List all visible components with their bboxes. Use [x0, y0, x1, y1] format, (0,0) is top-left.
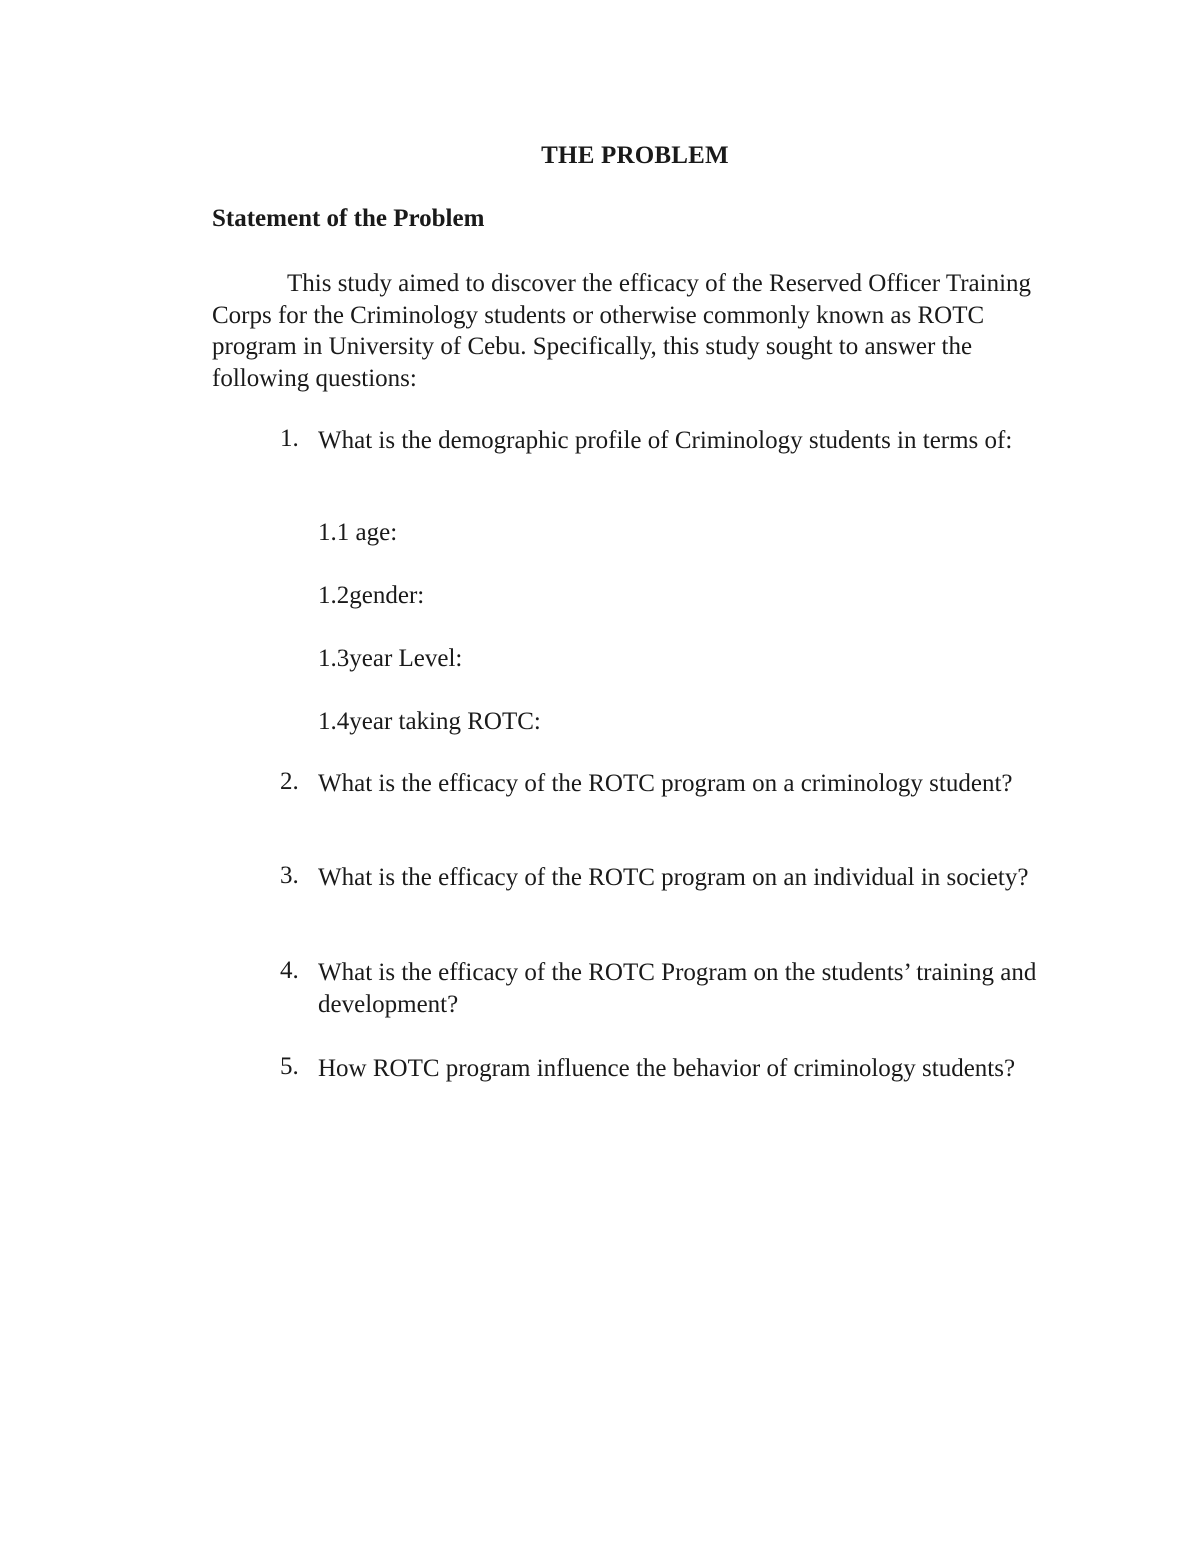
- question-number: 4.: [280, 957, 299, 984]
- sub-item-gender: 1.2gender:: [318, 582, 425, 609]
- question-text: What is the efficacy of the ROTC program on a criminology student?: [318, 770, 1013, 797]
- sub-item-age: 1.1 age:: [318, 519, 398, 546]
- sub-item-year-level: 1.3year Level:: [318, 645, 463, 672]
- section-heading: Statement of the Problem: [212, 205, 485, 232]
- document-title: THE PROBLEM: [541, 142, 729, 169]
- question-text: What is the efficacy of the ROTC Program on the students’ training and development?: [318, 959, 1037, 1018]
- question-number: 1.: [280, 425, 299, 452]
- sub-item-year-taking-rotc: 1.4year taking ROTC:: [318, 708, 541, 735]
- intro-paragraph: This study aimed to discover the efficacy of the Reserved Officer Training Corps for the Criminology students or otherwise commonly known as ROTC program in University of Cebu. Specifically, this study sought to answer the following questions:: [212, 270, 1032, 392]
- question-text: What is the efficacy of the ROTC program on an individual in society?: [318, 864, 1029, 891]
- question-number: 5.: [280, 1053, 299, 1080]
- question-text: What is the demographic profile of Criminology students in terms of:: [318, 427, 1013, 454]
- question-number: 3.: [280, 862, 299, 889]
- question-text: How ROTC program influence the behavior of criminology students?: [318, 1055, 1016, 1082]
- question-number: 2.: [280, 768, 299, 795]
